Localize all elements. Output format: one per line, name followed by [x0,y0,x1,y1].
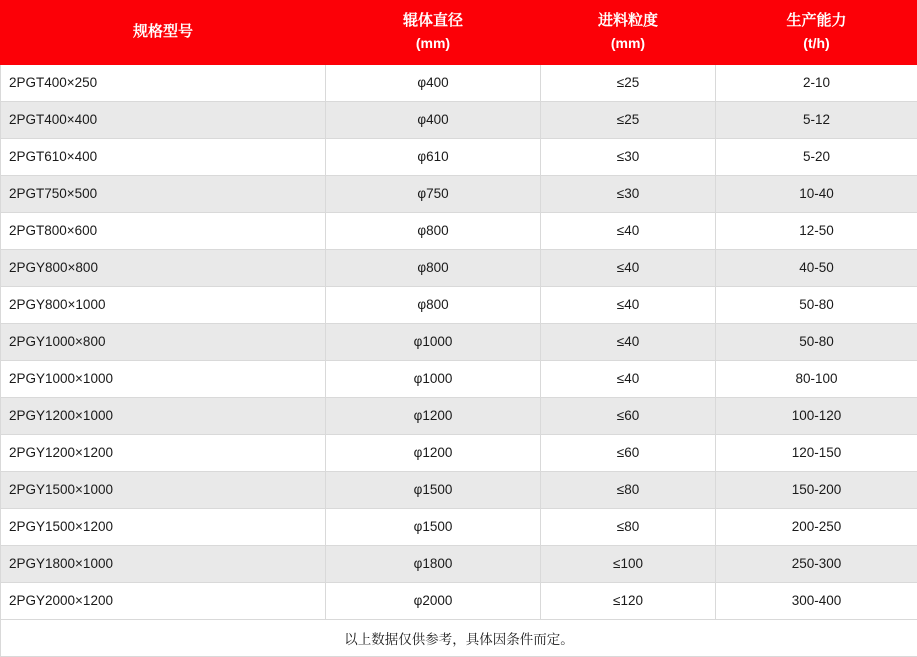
cell-diameter: φ750 [326,175,541,212]
cell-diameter: φ1800 [326,545,541,582]
table-row [1,64,917,101]
cell-capacity: 80-100 [716,360,917,397]
cell-feed-size: ≤60 [541,434,716,471]
cell-model: 2PGY1200×1200 [1,434,326,471]
cell-model: 2PGY1200×1000 [1,397,326,434]
cell-feed-size: ≤40 [541,212,716,249]
cell-model: 2PGT610×400 [1,138,326,175]
cell-model: 2PGY1500×1200 [1,508,326,545]
cell-diameter: φ1200 [326,397,541,434]
cell-capacity: 120-150 [716,434,917,471]
cell-model: 2PGY1500×1000 [1,471,326,508]
cell-feed-size: ≤80 [541,471,716,508]
table-header-row [1,1,917,65]
cell-model: 2PGY800×800 [1,249,326,286]
cell-diameter: φ610 [326,138,541,175]
cell-feed-size: ≤25 [541,101,716,138]
cell-feed-size: ≤30 [541,175,716,212]
table-footnote: 以上数据仅供参考，具体因条件而定。 [1,619,917,656]
column-header-capacity-unit: (t/h) [720,33,913,54]
table-row [1,434,917,471]
cell-diameter: φ1200 [326,434,541,471]
table-row [1,323,917,360]
cell-feed-size: ≤60 [541,397,716,434]
cell-capacity: 2-10 [716,64,917,101]
column-header-feed-size-title: 进料粒度 [598,12,658,29]
cell-diameter: φ1000 [326,360,541,397]
cell-diameter: φ1500 [326,471,541,508]
table-row [1,508,917,545]
column-header-diameter-title: 辊体直径 [403,12,463,29]
column-header-diameter [326,1,541,65]
cell-diameter: φ2000 [326,582,541,619]
table-row [1,249,917,286]
cell-feed-size: ≤25 [541,64,716,101]
cell-capacity: 12-50 [716,212,917,249]
cell-feed-size: ≤30 [541,138,716,175]
cell-model: 2PGT400×250 [1,64,326,101]
table-body [1,64,917,619]
cell-capacity: 40-50 [716,249,917,286]
cell-capacity: 150-200 [716,471,917,508]
table-row [1,360,917,397]
cell-capacity: 250-300 [716,545,917,582]
column-header-capacity [716,1,917,65]
cell-model: 2PGT750×500 [1,175,326,212]
cell-model: 2PGY1000×1000 [1,360,326,397]
cell-diameter: φ400 [326,101,541,138]
cell-capacity: 5-12 [716,101,917,138]
cell-diameter: φ400 [326,64,541,101]
cell-model: 2PGY2000×1200 [1,582,326,619]
cell-model: 2PGY1000×800 [1,323,326,360]
cell-diameter: φ800 [326,212,541,249]
cell-capacity: 10-40 [716,175,917,212]
column-header-model [1,1,326,65]
cell-feed-size: ≤100 [541,545,716,582]
cell-feed-size: ≤40 [541,286,716,323]
cell-capacity: 50-80 [716,323,917,360]
table-header [1,1,917,65]
cell-model: 2PGY1800×1000 [1,545,326,582]
column-header-capacity-title: 生产能力 [786,12,846,29]
cell-model: 2PGY800×1000 [1,286,326,323]
column-header-diameter-unit: (mm) [330,33,536,54]
column-header-feed-size-unit: (mm) [545,33,711,54]
table-row [1,101,917,138]
cell-capacity: 5-20 [716,138,917,175]
column-header-feed-size [541,1,716,65]
cell-model: 2PGT400×400 [1,101,326,138]
table-row [1,397,917,434]
cell-feed-size: ≤40 [541,249,716,286]
cell-diameter: φ800 [326,286,541,323]
cell-diameter: φ1500 [326,508,541,545]
table-row [1,138,917,175]
cell-diameter: φ1000 [326,323,541,360]
cell-model: 2PGT800×600 [1,212,326,249]
cell-capacity: 300-400 [716,582,917,619]
cell-capacity: 200-250 [716,508,917,545]
table-row [1,582,917,619]
cell-feed-size: ≤80 [541,508,716,545]
table-row [1,545,917,582]
cell-capacity: 50-80 [716,286,917,323]
cell-diameter: φ800 [326,249,541,286]
cell-feed-size: ≤120 [541,582,716,619]
column-header-model-title: 规格型号 [133,23,193,40]
cell-capacity: 100-120 [716,397,917,434]
cell-feed-size: ≤40 [541,323,716,360]
table-row [1,471,917,508]
cell-feed-size: ≤40 [541,360,716,397]
table-row [1,175,917,212]
table-row [1,212,917,249]
table-row [1,286,917,323]
